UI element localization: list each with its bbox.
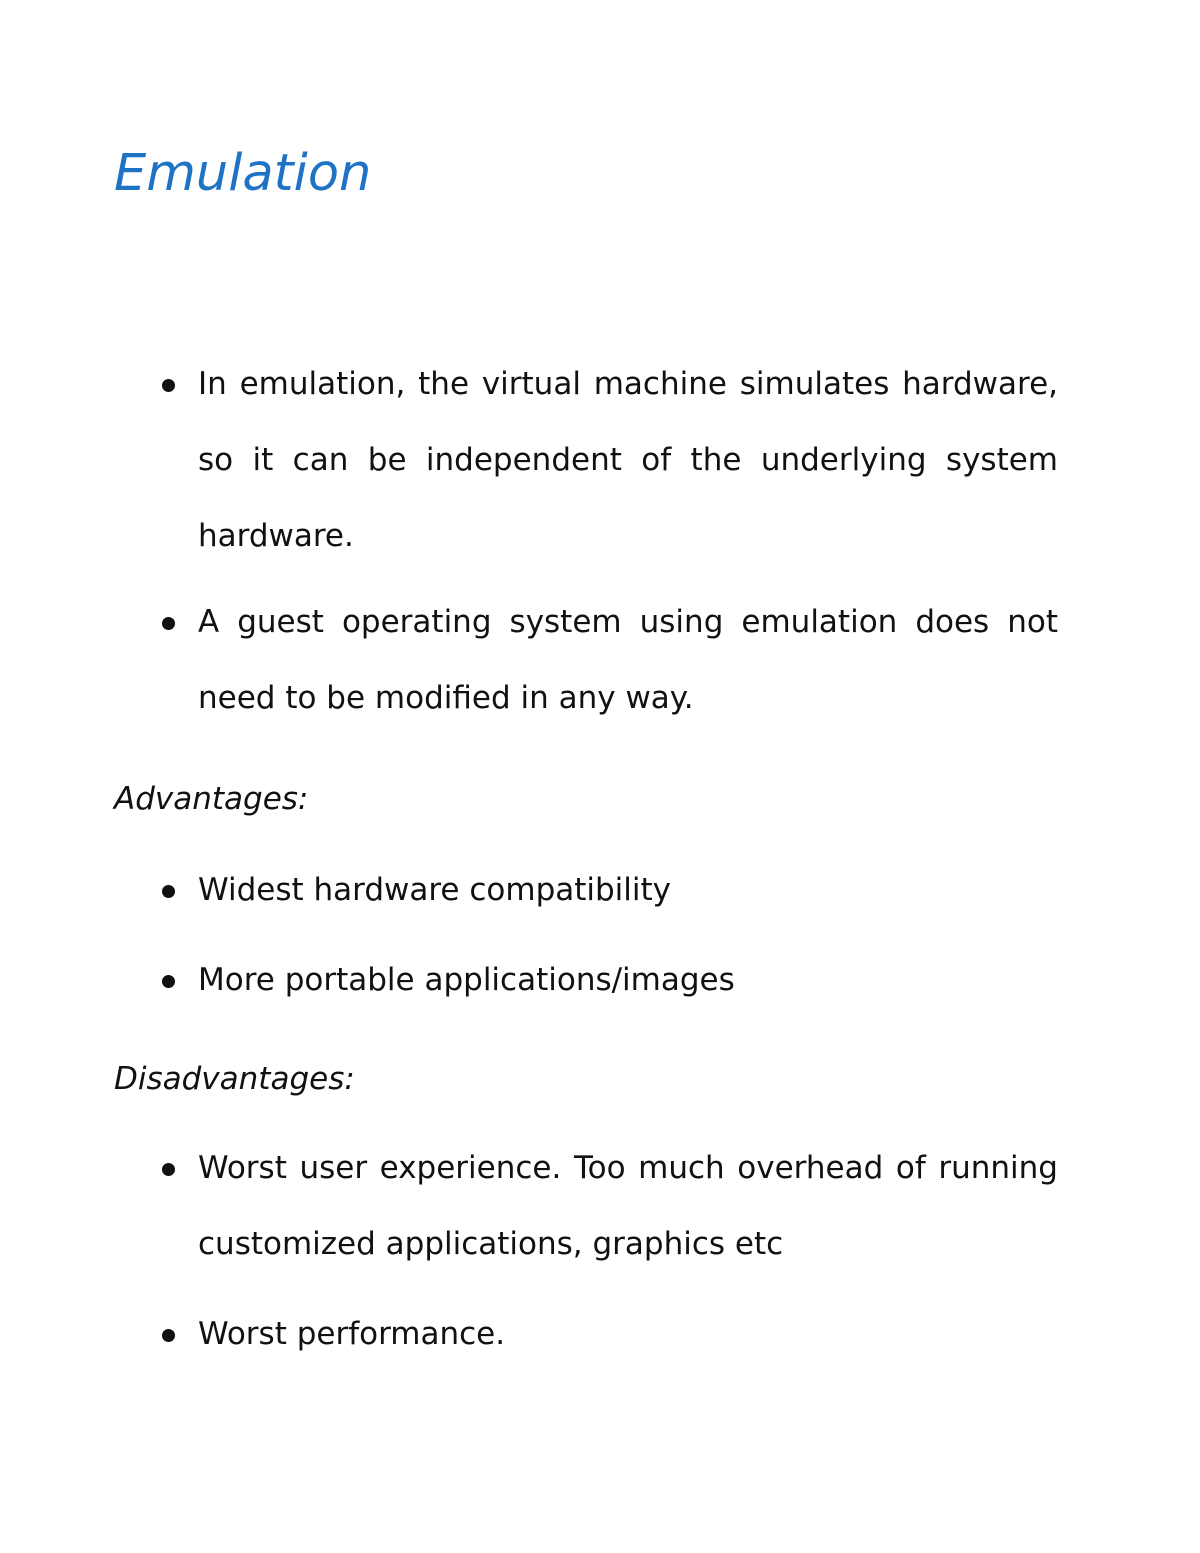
disadvantages-heading: Disadvantages:	[114, 1061, 355, 1097]
disadvantage-item	[160, 1130, 1058, 1282]
advantage-item	[160, 852, 1058, 928]
intro-bullet-list	[160, 346, 1058, 736]
bullet-text: Widest hardware compatibility	[198, 872, 672, 908]
bullet-text: Worst user experience. Too much overhead of running customized applications, graphics etc	[198, 1150, 1058, 1262]
disadvantage-item	[160, 1296, 1058, 1372]
bullet-item-guest-os	[160, 584, 1058, 736]
bullet-text: In emulation, the virtual machine simulates hardware, so it can be independent of the underlying system hardware.	[198, 366, 1058, 554]
bullet-text: A guest operating system using emulation does not need to be modified in any way.	[198, 604, 1058, 716]
disadvantages-list	[160, 1130, 1058, 1372]
page-title: Emulation	[114, 144, 372, 203]
advantages-list	[160, 852, 1058, 1018]
advantages-heading: Advantages:	[114, 781, 309, 817]
bullet-text: Worst performance.	[198, 1316, 506, 1352]
bullet-text: More portable applications/images	[198, 962, 735, 998]
advantage-item	[160, 942, 1058, 1018]
bullet-item-emulation-definition	[160, 346, 1058, 574]
